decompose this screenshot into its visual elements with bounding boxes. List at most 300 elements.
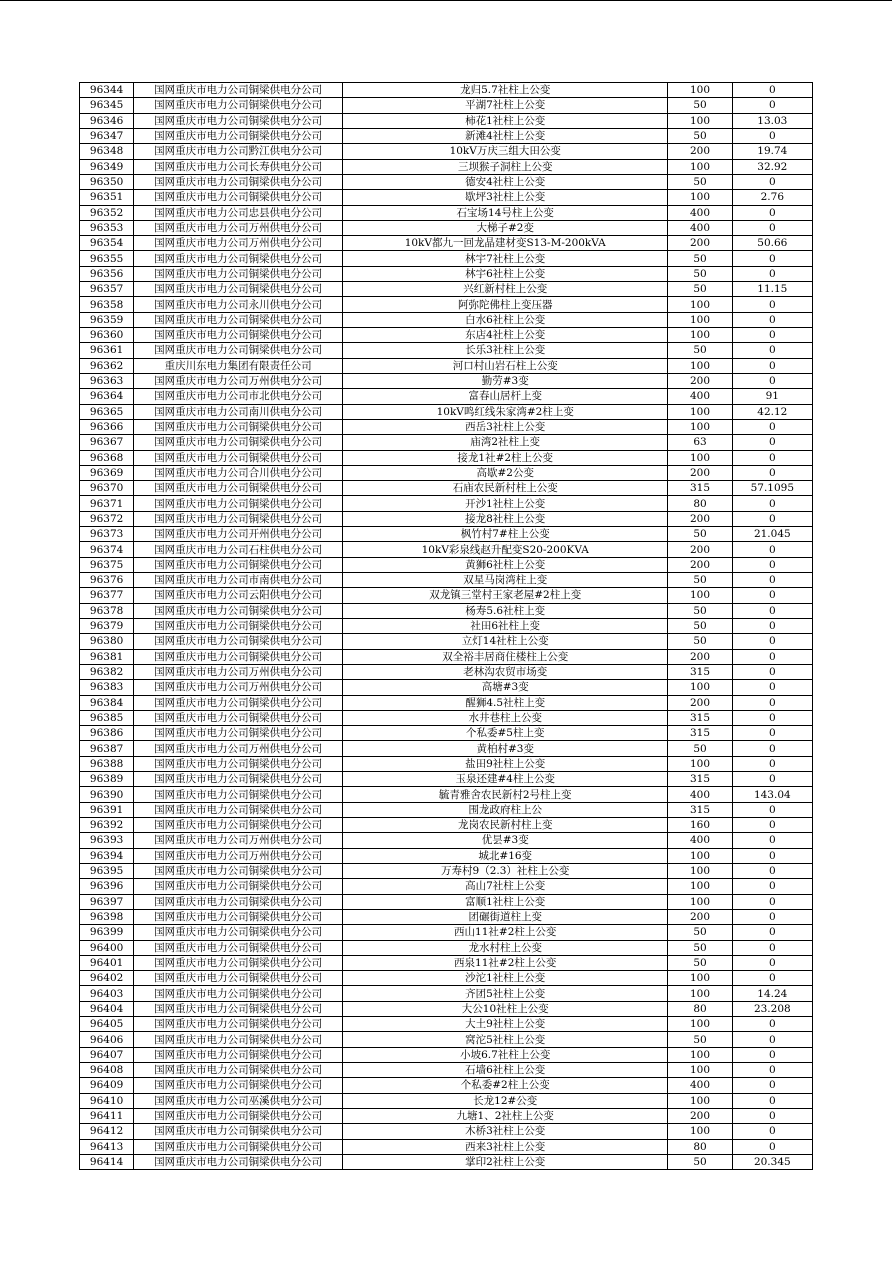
cell-value: 0 bbox=[732, 1017, 812, 1032]
cell-capacity: 315 bbox=[668, 802, 732, 817]
table-row bbox=[80, 1047, 813, 1062]
cell-value: 0 bbox=[732, 496, 812, 511]
cell-id: 96355 bbox=[80, 251, 134, 266]
table-row bbox=[80, 1108, 813, 1123]
cell-company: 国网重庆市电力公司铜梁供电分公司 bbox=[134, 251, 343, 266]
cell-id: 96377 bbox=[80, 588, 134, 603]
table-row bbox=[80, 174, 813, 189]
cell-id: 96387 bbox=[80, 741, 134, 756]
cell-id: 96367 bbox=[80, 435, 134, 450]
cell-transformer-name: 10kV都九一回龙晶建材变S13-M-200kVA bbox=[343, 236, 668, 251]
cell-transformer-name: 城北#16变 bbox=[343, 848, 668, 863]
cell-id: 96376 bbox=[80, 573, 134, 588]
cell-company: 国网重庆市电力公司铜梁供电分公司 bbox=[134, 879, 343, 894]
cell-company: 国网重庆市电力公司开州供电分公司 bbox=[134, 527, 343, 542]
cell-id: 96411 bbox=[80, 1108, 134, 1123]
cell-company: 国网重庆市电力公司云阳供电分公司 bbox=[134, 588, 343, 603]
cell-value: 0 bbox=[732, 343, 812, 358]
cell-company: 国网重庆市电力公司永川供电分公司 bbox=[134, 297, 343, 312]
cell-capacity: 100 bbox=[668, 113, 732, 128]
data-table bbox=[79, 82, 813, 1170]
cell-transformer-name: 龙岗农民新村柱上变 bbox=[343, 818, 668, 833]
cell-capacity: 200 bbox=[668, 373, 732, 388]
table-row bbox=[80, 695, 813, 710]
cell-capacity: 400 bbox=[668, 220, 732, 235]
cell-capacity: 100 bbox=[668, 297, 732, 312]
cell-transformer-name: 西泉11社#2柱上公变 bbox=[343, 955, 668, 970]
cell-value: 0 bbox=[732, 726, 812, 741]
cell-id: 96344 bbox=[80, 83, 134, 98]
cell-capacity: 80 bbox=[668, 1139, 732, 1154]
cell-id: 96408 bbox=[80, 1063, 134, 1078]
cell-value: 0 bbox=[732, 358, 812, 373]
cell-id: 96366 bbox=[80, 419, 134, 434]
cell-company: 国网重庆市电力公司南川供电分公司 bbox=[134, 404, 343, 419]
table-row bbox=[80, 542, 813, 557]
cell-transformer-name: 石宝场14号柱上公变 bbox=[343, 205, 668, 220]
table-row bbox=[80, 251, 813, 266]
cell-transformer-name: 大土9社柱上公变 bbox=[343, 1017, 668, 1032]
cell-id: 96404 bbox=[80, 1001, 134, 1016]
cell-company: 国网重庆市电力公司铜梁供电分公司 bbox=[134, 787, 343, 802]
cell-company: 国网重庆市电力公司铜梁供电分公司 bbox=[134, 1017, 343, 1032]
cell-company: 国网重庆市电力公司铜梁供电分公司 bbox=[134, 603, 343, 618]
cell-value: 0 bbox=[732, 1093, 812, 1108]
cell-id: 96364 bbox=[80, 389, 134, 404]
cell-id: 96410 bbox=[80, 1093, 134, 1108]
cell-capacity: 100 bbox=[668, 1124, 732, 1139]
cell-value: 0 bbox=[732, 879, 812, 894]
cell-id: 96397 bbox=[80, 894, 134, 909]
table-row bbox=[80, 128, 813, 143]
cell-transformer-name: 阿弥陀佛柱上变压器 bbox=[343, 297, 668, 312]
cell-capacity: 100 bbox=[668, 588, 732, 603]
cell-id: 96365 bbox=[80, 404, 134, 419]
cell-transformer-name: 小坡6.7社柱上公变 bbox=[343, 1047, 668, 1062]
table-row bbox=[80, 205, 813, 220]
cell-capacity: 100 bbox=[668, 312, 732, 327]
cell-id: 96406 bbox=[80, 1032, 134, 1047]
cell-company: 国网重庆市电力公司铜梁供电分公司 bbox=[134, 649, 343, 664]
cell-transformer-name: 接龙1社#2柱上公变 bbox=[343, 450, 668, 465]
cell-value: 0 bbox=[732, 710, 812, 725]
cell-transformer-name: 10kV鸣红线朱家湾#2柱上变 bbox=[343, 404, 668, 419]
table-row bbox=[80, 465, 813, 480]
cell-company: 国网重庆市电力公司铜梁供电分公司 bbox=[134, 756, 343, 771]
cell-capacity: 100 bbox=[668, 894, 732, 909]
cell-company: 国网重庆市电力公司铜梁供电分公司 bbox=[134, 955, 343, 970]
cell-id: 96353 bbox=[80, 220, 134, 235]
cell-capacity: 50 bbox=[668, 527, 732, 542]
cell-transformer-name: 黄柏村#3变 bbox=[343, 741, 668, 756]
table-row bbox=[80, 726, 813, 741]
cell-capacity: 100 bbox=[668, 328, 732, 343]
cell-id: 96372 bbox=[80, 511, 134, 526]
cell-transformer-name: 西岳3社柱上公变 bbox=[343, 419, 668, 434]
cell-capacity: 100 bbox=[668, 159, 732, 174]
table-row bbox=[80, 1017, 813, 1032]
table-row bbox=[80, 664, 813, 679]
table-row bbox=[80, 618, 813, 633]
cell-capacity: 100 bbox=[668, 680, 732, 695]
cell-value: 0 bbox=[732, 465, 812, 480]
cell-capacity: 63 bbox=[668, 435, 732, 450]
cell-value: 0 bbox=[732, 98, 812, 113]
cell-capacity: 80 bbox=[668, 496, 732, 511]
cell-id: 96373 bbox=[80, 527, 134, 542]
cell-id: 96383 bbox=[80, 680, 134, 695]
cell-id: 96379 bbox=[80, 618, 134, 633]
cell-company: 国网重庆市电力公司铜梁供电分公司 bbox=[134, 481, 343, 496]
cell-company: 国网重庆市电力公司万州供电分公司 bbox=[134, 833, 343, 848]
table-row bbox=[80, 833, 813, 848]
cell-company: 国网重庆市电力公司铜梁供电分公司 bbox=[134, 1154, 343, 1169]
cell-capacity: 315 bbox=[668, 710, 732, 725]
table-row bbox=[80, 373, 813, 388]
cell-company: 国网重庆市电力公司铜梁供电分公司 bbox=[134, 1124, 343, 1139]
cell-transformer-name: 社田6社柱上变 bbox=[343, 618, 668, 633]
table-row bbox=[80, 557, 813, 572]
cell-company: 国网重庆市电力公司市南供电分公司 bbox=[134, 573, 343, 588]
table-row bbox=[80, 98, 813, 113]
cell-transformer-name: 毓青雅舍农民新村2号柱上变 bbox=[343, 787, 668, 802]
cell-value: 21.045 bbox=[732, 527, 812, 542]
cell-company: 国网重庆市电力公司铜梁供电分公司 bbox=[134, 925, 343, 940]
cell-id: 96401 bbox=[80, 955, 134, 970]
cell-transformer-name: 兴红新村柱上公变 bbox=[343, 282, 668, 297]
table-row bbox=[80, 909, 813, 924]
cell-id: 96399 bbox=[80, 925, 134, 940]
cell-value: 0 bbox=[732, 649, 812, 664]
cell-company: 国网重庆市电力公司市北供电分公司 bbox=[134, 389, 343, 404]
cell-value: 0 bbox=[732, 557, 812, 572]
table-row bbox=[80, 113, 813, 128]
cell-value: 32.92 bbox=[732, 159, 812, 174]
cell-transformer-name: 九塘1、2社柱上公变 bbox=[343, 1108, 668, 1123]
cell-transformer-name: 白水6社柱上公变 bbox=[343, 312, 668, 327]
cell-transformer-name: 10kV万庆三组大田公变 bbox=[343, 144, 668, 159]
cell-capacity: 50 bbox=[668, 925, 732, 940]
cell-company: 国网重庆市电力公司铜梁供电分公司 bbox=[134, 1078, 343, 1093]
cell-capacity: 200 bbox=[668, 236, 732, 251]
cell-id: 96409 bbox=[80, 1078, 134, 1093]
cell-capacity: 100 bbox=[668, 1093, 732, 1108]
cell-company: 国网重庆市电力公司黔江供电分公司 bbox=[134, 144, 343, 159]
cell-capacity: 100 bbox=[668, 358, 732, 373]
table-row bbox=[80, 787, 813, 802]
cell-transformer-name: 水井巷柱上公变 bbox=[343, 710, 668, 725]
cell-capacity: 200 bbox=[668, 542, 732, 557]
cell-id: 96378 bbox=[80, 603, 134, 618]
cell-value: 0 bbox=[732, 297, 812, 312]
cell-value: 0 bbox=[732, 680, 812, 695]
cell-company: 国网重庆市电力公司铜梁供电分公司 bbox=[134, 1032, 343, 1047]
cell-capacity: 100 bbox=[668, 863, 732, 878]
cell-company: 国网重庆市电力公司万州供电分公司 bbox=[134, 220, 343, 235]
cell-capacity: 400 bbox=[668, 389, 732, 404]
cell-capacity: 200 bbox=[668, 649, 732, 664]
table-row bbox=[80, 511, 813, 526]
table-row bbox=[80, 159, 813, 174]
cell-value: 0 bbox=[732, 909, 812, 924]
cell-id: 96375 bbox=[80, 557, 134, 572]
cell-id: 96380 bbox=[80, 634, 134, 649]
table-row bbox=[80, 389, 813, 404]
cell-id: 96346 bbox=[80, 113, 134, 128]
cell-capacity: 200 bbox=[668, 144, 732, 159]
cell-id: 96350 bbox=[80, 174, 134, 189]
cell-id: 96358 bbox=[80, 297, 134, 312]
cell-id: 96370 bbox=[80, 481, 134, 496]
cell-value: 0 bbox=[732, 1124, 812, 1139]
table-row bbox=[80, 496, 813, 511]
cell-value: 0 bbox=[732, 1032, 812, 1047]
cell-value: 91 bbox=[732, 389, 812, 404]
cell-value: 0 bbox=[732, 940, 812, 955]
cell-capacity: 100 bbox=[668, 83, 732, 98]
table-row bbox=[80, 710, 813, 725]
cell-company: 国网重庆市电力公司石柱供电分公司 bbox=[134, 542, 343, 557]
cell-capacity: 100 bbox=[668, 971, 732, 986]
cell-transformer-name: 立灯14社柱上公变 bbox=[343, 634, 668, 649]
cell-id: 96384 bbox=[80, 695, 134, 710]
cell-transformer-name: 接龙8社柱上公变 bbox=[343, 511, 668, 526]
cell-id: 96400 bbox=[80, 940, 134, 955]
cell-company: 国网重庆市电力公司铜梁供电分公司 bbox=[134, 419, 343, 434]
cell-id: 96403 bbox=[80, 986, 134, 1001]
cell-capacity: 100 bbox=[668, 1047, 732, 1062]
cell-value: 0 bbox=[732, 802, 812, 817]
cell-id: 96361 bbox=[80, 343, 134, 358]
table-row bbox=[80, 1124, 813, 1139]
cell-value: 0 bbox=[732, 450, 812, 465]
table-row bbox=[80, 220, 813, 235]
cell-company: 国网重庆市电力公司铜梁供电分公司 bbox=[134, 190, 343, 205]
cell-capacity: 315 bbox=[668, 664, 732, 679]
cell-transformer-name: 双星马岗湾柱上变 bbox=[343, 573, 668, 588]
cell-capacity: 200 bbox=[668, 909, 732, 924]
cell-capacity: 50 bbox=[668, 741, 732, 756]
cell-transformer-name: 沙沱1社柱上公变 bbox=[343, 971, 668, 986]
table-row bbox=[80, 986, 813, 1001]
cell-value: 23.208 bbox=[732, 1001, 812, 1016]
table-row bbox=[80, 266, 813, 281]
cell-value: 0 bbox=[732, 588, 812, 603]
cell-transformer-name: 林宇6社柱上公变 bbox=[343, 266, 668, 281]
cell-value: 0 bbox=[732, 128, 812, 143]
cell-company: 国网重庆市电力公司铜梁供电分公司 bbox=[134, 618, 343, 633]
cell-capacity: 50 bbox=[668, 940, 732, 955]
cell-company: 国网重庆市电力公司铜梁供电分公司 bbox=[134, 113, 343, 128]
cell-transformer-name: 个私委#5柱上变 bbox=[343, 726, 668, 741]
cell-value: 0 bbox=[732, 1063, 812, 1078]
cell-company: 国网重庆市电力公司铜梁供电分公司 bbox=[134, 863, 343, 878]
cell-id: 96393 bbox=[80, 833, 134, 848]
cell-company: 国网重庆市电力公司铜梁供电分公司 bbox=[134, 909, 343, 924]
cell-capacity: 50 bbox=[668, 128, 732, 143]
cell-capacity: 100 bbox=[668, 404, 732, 419]
cell-company: 国网重庆市电力公司铜梁供电分公司 bbox=[134, 1108, 343, 1123]
table-row bbox=[80, 1139, 813, 1154]
cell-value: 0 bbox=[732, 634, 812, 649]
cell-transformer-name: 双全裕丰居商住楼柱上公变 bbox=[343, 649, 668, 664]
cell-transformer-name: 平湖7社柱上公变 bbox=[343, 98, 668, 113]
cell-transformer-name: 龙归5.7社柱上公变 bbox=[343, 83, 668, 98]
cell-capacity: 160 bbox=[668, 818, 732, 833]
cell-transformer-name: 歇坪3社柱上公变 bbox=[343, 190, 668, 205]
cell-capacity: 50 bbox=[668, 282, 732, 297]
cell-company: 国网重庆市电力公司铜梁供电分公司 bbox=[134, 266, 343, 281]
cell-id: 96352 bbox=[80, 205, 134, 220]
table-row bbox=[80, 879, 813, 894]
cell-id: 96357 bbox=[80, 282, 134, 297]
cell-company: 国网重庆市电力公司万州供电分公司 bbox=[134, 236, 343, 251]
cell-id: 96349 bbox=[80, 159, 134, 174]
cell-transformer-name: 林宇7社柱上公变 bbox=[343, 251, 668, 266]
cell-company: 国网重庆市电力公司铜梁供电分公司 bbox=[134, 726, 343, 741]
cell-value: 0 bbox=[732, 312, 812, 327]
cell-company: 国网重庆市电力公司万州供电分公司 bbox=[134, 680, 343, 695]
cell-capacity: 100 bbox=[668, 190, 732, 205]
cell-capacity: 200 bbox=[668, 695, 732, 710]
table-row bbox=[80, 925, 813, 940]
table-row bbox=[80, 1001, 813, 1016]
cell-value: 0 bbox=[732, 618, 812, 633]
cell-company: 国网重庆市电力公司铜梁供电分公司 bbox=[134, 83, 343, 98]
cell-value: 0 bbox=[732, 925, 812, 940]
table-row bbox=[80, 818, 813, 833]
cell-id: 96363 bbox=[80, 373, 134, 388]
cell-capacity: 50 bbox=[668, 618, 732, 633]
cell-value: 50.66 bbox=[732, 236, 812, 251]
cell-capacity: 50 bbox=[668, 634, 732, 649]
table-row bbox=[80, 450, 813, 465]
cell-transformer-name: 大梯子#2变 bbox=[343, 220, 668, 235]
cell-value: 0 bbox=[732, 266, 812, 281]
cell-value: 0 bbox=[732, 971, 812, 986]
table-row bbox=[80, 1154, 813, 1169]
cell-transformer-name: 新滩4社柱上公变 bbox=[343, 128, 668, 143]
table-row bbox=[80, 419, 813, 434]
table-row bbox=[80, 144, 813, 159]
table-row bbox=[80, 527, 813, 542]
table-row bbox=[80, 1093, 813, 1108]
cell-capacity: 50 bbox=[668, 98, 732, 113]
cell-capacity: 200 bbox=[668, 1108, 732, 1123]
cell-company: 国网重庆市电力公司万州供电分公司 bbox=[134, 373, 343, 388]
cell-company: 国网重庆市电力公司万州供电分公司 bbox=[134, 741, 343, 756]
cell-value: 0 bbox=[732, 511, 812, 526]
cell-company: 国网重庆市电力公司铜梁供电分公司 bbox=[134, 894, 343, 909]
cell-id: 96405 bbox=[80, 1017, 134, 1032]
cell-transformer-name: 石墙6社柱上公变 bbox=[343, 1063, 668, 1078]
cell-value: 0 bbox=[732, 848, 812, 863]
cell-id: 96360 bbox=[80, 328, 134, 343]
cell-company: 国网重庆市电力公司万州供电分公司 bbox=[134, 664, 343, 679]
page-top-rule bbox=[0, 0, 892, 1]
cell-company: 国网重庆市电力公司铜梁供电分公司 bbox=[134, 772, 343, 787]
cell-transformer-name: 优昙#3变 bbox=[343, 833, 668, 848]
cell-value: 19.74 bbox=[732, 144, 812, 159]
cell-capacity: 50 bbox=[668, 603, 732, 618]
cell-company: 国网重庆市电力公司铜梁供电分公司 bbox=[134, 1063, 343, 1078]
cell-value: 0 bbox=[732, 664, 812, 679]
table-row bbox=[80, 802, 813, 817]
cell-id: 96382 bbox=[80, 664, 134, 679]
cell-transformer-name: 盐田9社柱上公变 bbox=[343, 756, 668, 771]
cell-transformer-name: 东店4社柱上公变 bbox=[343, 328, 668, 343]
cell-value: 13.03 bbox=[732, 113, 812, 128]
cell-id: 96368 bbox=[80, 450, 134, 465]
cell-transformer-name: 枫竹村7#柱上公变 bbox=[343, 527, 668, 542]
cell-value: 0 bbox=[732, 894, 812, 909]
table-row bbox=[80, 1063, 813, 1078]
cell-value: 0 bbox=[732, 83, 812, 98]
cell-id: 96402 bbox=[80, 971, 134, 986]
table-row bbox=[80, 680, 813, 695]
cell-company: 国网重庆市电力公司忠县供电分公司 bbox=[134, 205, 343, 220]
cell-transformer-name: 庙湾2社柱上变 bbox=[343, 435, 668, 450]
cell-company: 国网重庆市电力公司铜梁供电分公司 bbox=[134, 282, 343, 297]
cell-value: 57.1095 bbox=[732, 481, 812, 496]
cell-value: 42.12 bbox=[732, 404, 812, 419]
cell-value: 14.24 bbox=[732, 986, 812, 1001]
table-row bbox=[80, 404, 813, 419]
cell-capacity: 50 bbox=[668, 1032, 732, 1047]
cell-value: 0 bbox=[732, 833, 812, 848]
cell-company: 国网重庆市电力公司铜梁供电分公司 bbox=[134, 312, 343, 327]
table-row bbox=[80, 649, 813, 664]
cell-capacity: 50 bbox=[668, 343, 732, 358]
cell-id: 96388 bbox=[80, 756, 134, 771]
cell-id: 96398 bbox=[80, 909, 134, 924]
cell-capacity: 200 bbox=[668, 557, 732, 572]
cell-company: 国网重庆市电力公司铜梁供电分公司 bbox=[134, 496, 343, 511]
cell-transformer-name: 长龙12#公变 bbox=[343, 1093, 668, 1108]
cell-id: 96345 bbox=[80, 98, 134, 113]
cell-capacity: 400 bbox=[668, 833, 732, 848]
cell-value: 0 bbox=[732, 818, 812, 833]
cell-transformer-name: 玉泉还建#4柱上公变 bbox=[343, 772, 668, 787]
cell-capacity: 400 bbox=[668, 787, 732, 802]
cell-id: 96359 bbox=[80, 312, 134, 327]
table-row bbox=[80, 1078, 813, 1093]
cell-capacity: 200 bbox=[668, 511, 732, 526]
cell-value: 0 bbox=[732, 1108, 812, 1123]
cell-id: 96351 bbox=[80, 190, 134, 205]
cell-transformer-name: 富春山居杆上变 bbox=[343, 389, 668, 404]
cell-id: 96381 bbox=[80, 649, 134, 664]
cell-transformer-name: 齐团5社柱上公变 bbox=[343, 986, 668, 1001]
cell-capacity: 200 bbox=[668, 465, 732, 480]
cell-transformer-name: 团碾街道柱上变 bbox=[343, 909, 668, 924]
cell-company: 国网重庆市电力公司铜梁供电分公司 bbox=[134, 343, 343, 358]
cell-capacity: 100 bbox=[668, 848, 732, 863]
cell-value: 2.76 bbox=[732, 190, 812, 205]
table-row bbox=[80, 848, 813, 863]
cell-id: 96371 bbox=[80, 496, 134, 511]
table-row bbox=[80, 435, 813, 450]
cell-transformer-name: 富顺1社柱上公变 bbox=[343, 894, 668, 909]
cell-capacity: 50 bbox=[668, 1154, 732, 1169]
table-row bbox=[80, 634, 813, 649]
cell-id: 96348 bbox=[80, 144, 134, 159]
cell-company: 国网重庆市电力公司铜梁供电分公司 bbox=[134, 1139, 343, 1154]
cell-id: 96395 bbox=[80, 863, 134, 878]
cell-transformer-name: 高山7社柱上公变 bbox=[343, 879, 668, 894]
cell-company: 国网重庆市电力公司铜梁供电分公司 bbox=[134, 818, 343, 833]
cell-id: 96413 bbox=[80, 1139, 134, 1154]
